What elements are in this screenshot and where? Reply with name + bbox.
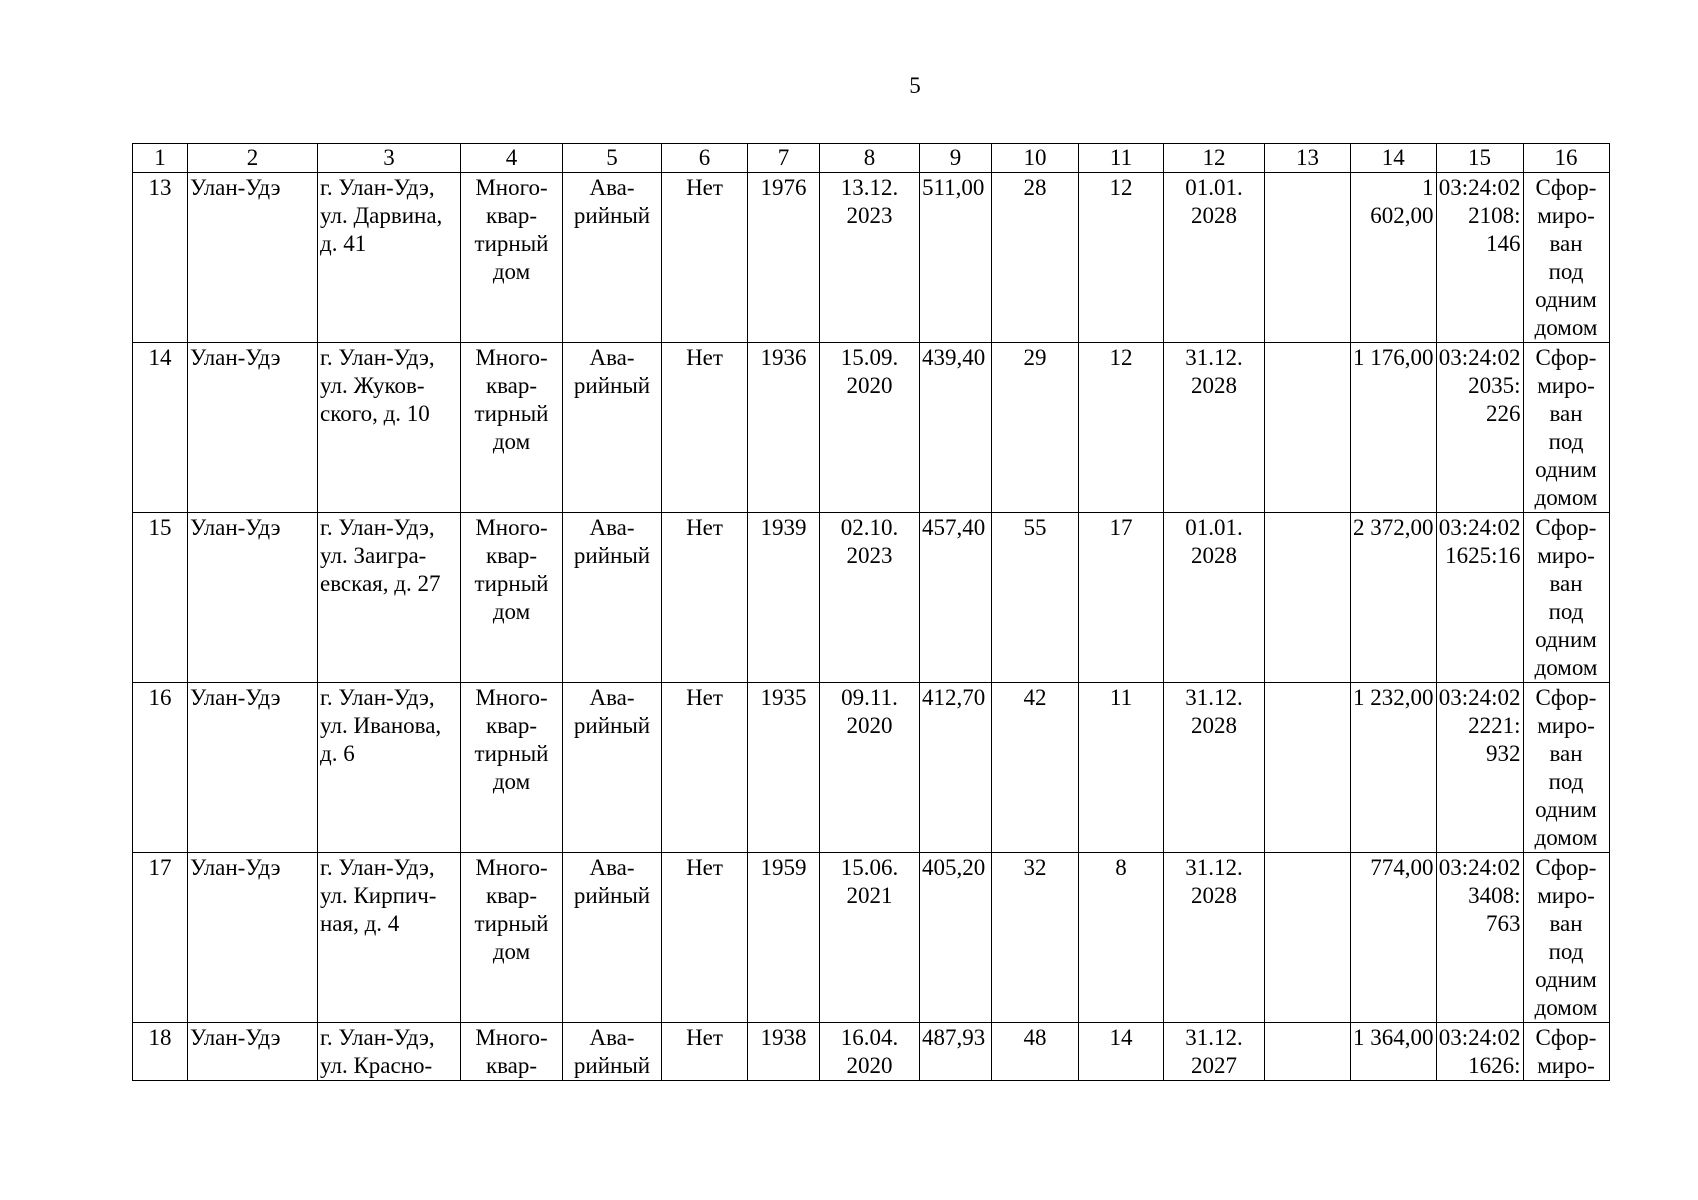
- cell-line: 2028: [1191, 203, 1237, 228]
- cell-line: 13.12.: [840, 175, 899, 200]
- cell-line: ван: [1549, 401, 1583, 426]
- cell-line: Сфор-: [1535, 175, 1597, 200]
- cell-line: г. Улан-Удэ,: [320, 515, 435, 540]
- cell-line: д. 41: [320, 231, 367, 256]
- cell-line: г. Улан-Удэ,: [320, 1025, 435, 1050]
- flag-cell: Нет: [662, 173, 748, 343]
- cell-line: 03:24:02: [1438, 1025, 1521, 1050]
- column-number-13: 13: [1265, 144, 1351, 173]
- premises-cell: 12: [1079, 343, 1164, 513]
- cell-line: под: [1548, 769, 1584, 794]
- cell-line: г. Улан-Удэ,: [320, 175, 435, 200]
- building-type-cell: [461, 173, 563, 343]
- flag-cell: Нет: [662, 513, 748, 683]
- cell-line: квар-: [485, 543, 538, 568]
- cell-line: миро-: [1537, 373, 1595, 398]
- column-number-4: 4: [461, 144, 563, 173]
- cell-line: 31.12.: [1185, 685, 1243, 710]
- cell-line: миро-: [1537, 713, 1595, 738]
- cell-line: миро-: [1537, 543, 1595, 568]
- cell-line: 2027: [1191, 1053, 1237, 1078]
- row-number-cell: 17: [133, 853, 188, 1023]
- cadastral-number-cell: [1436, 683, 1523, 853]
- empty-cell: [1265, 173, 1351, 343]
- municipality-cell: Улан-Удэ: [188, 683, 318, 853]
- building-type-cell: [461, 853, 563, 1023]
- cell-line: домом: [1534, 825, 1598, 850]
- cell-line: рийный: [573, 1053, 651, 1078]
- residents-cell: 29: [992, 343, 1079, 513]
- cell-line: дом: [492, 769, 531, 794]
- cadastral-number-cell: [1436, 853, 1523, 1023]
- residents-cell: 48: [992, 1023, 1079, 1081]
- cell-line: 2035:: [1468, 373, 1521, 398]
- municipality-cell: Улан-Удэ: [188, 173, 318, 343]
- cadastral-number-cell: [1436, 343, 1523, 513]
- cell-line: Ава-: [589, 855, 635, 880]
- housing-table: [132, 143, 1610, 1081]
- land-status-cell: [1523, 173, 1609, 343]
- column-number-10: 10: [992, 144, 1079, 173]
- land-status-cell: [1523, 1023, 1609, 1081]
- cell-line: евская, д. 27: [320, 571, 441, 596]
- cell-line: 2023: [846, 543, 893, 568]
- cell-line: тирный: [474, 231, 549, 256]
- column-number-2: 2: [188, 144, 318, 173]
- building-type-cell: [461, 683, 563, 853]
- cell-line: квар-: [485, 373, 538, 398]
- cell-line: квар-: [485, 203, 538, 228]
- cell-line: 02.10.: [840, 515, 899, 540]
- condition-cell: [563, 173, 662, 343]
- condition-cell: [563, 683, 662, 853]
- cell-line: 226: [1486, 401, 1521, 426]
- cell-line: дом: [492, 429, 531, 454]
- area-cell: 487,93: [920, 1023, 992, 1081]
- condition-cell: [563, 513, 662, 683]
- residents-cell: 28: [992, 173, 1079, 343]
- cell-line: Ава-: [589, 345, 635, 370]
- cadastral-number-cell: [1436, 1023, 1523, 1081]
- cell-line: 15.09.: [840, 345, 899, 370]
- cell-line: 03:24:02: [1438, 175, 1521, 200]
- recognition-date-cell: [820, 513, 920, 683]
- building-type-cell: [461, 513, 563, 683]
- cell-line: 16.04.: [840, 1025, 899, 1050]
- cell-line: Много-: [475, 345, 548, 370]
- cell-line: ван: [1549, 911, 1583, 936]
- cell-line: г. Улан-Удэ,: [320, 855, 435, 880]
- cell-line: Сфор-: [1535, 345, 1597, 370]
- table-body: [133, 144, 1610, 1081]
- cell-line: г. Улан-Удэ,: [320, 345, 435, 370]
- municipality-cell: Улан-Удэ: [188, 513, 318, 683]
- column-number-14: 14: [1351, 144, 1437, 173]
- residents-cell: 55: [992, 513, 1079, 683]
- cell-line: ул. Иванова,: [320, 713, 442, 738]
- premises-cell: 17: [1079, 513, 1164, 683]
- column-number-1: 1: [133, 144, 188, 173]
- cell-line: 03:24:02: [1438, 515, 1521, 540]
- cell-line: ского, д. 10: [320, 401, 430, 426]
- resettlement-date-cell: [1164, 1023, 1265, 1081]
- cell-line: миро-: [1537, 203, 1595, 228]
- cell-line: ул. Дарвина,: [320, 203, 443, 228]
- cell-line: ван: [1549, 741, 1583, 766]
- cell-line: д. 6: [320, 741, 355, 766]
- cell-line: 03:24:02: [1438, 685, 1521, 710]
- year-built-cell: 1935: [748, 683, 820, 853]
- cell-line: миро-: [1537, 883, 1595, 908]
- cell-line: квар-: [485, 713, 538, 738]
- table-row: [133, 1023, 1610, 1081]
- cell-line: г. Улан-Удэ,: [320, 685, 435, 710]
- cell-line: Много-: [475, 175, 548, 200]
- column-number-3: 3: [318, 144, 461, 173]
- cell-line: 1626:: [1468, 1053, 1521, 1078]
- cell-line: 3408:: [1468, 883, 1521, 908]
- column-number-16: 16: [1523, 144, 1609, 173]
- land-status-cell: [1523, 513, 1609, 683]
- cell-line: дом: [492, 599, 531, 624]
- cell-line: ная, д. 4: [320, 911, 400, 936]
- cell-line: одним: [1535, 287, 1597, 312]
- cell-line: 2028: [1191, 543, 1237, 568]
- table-row: [133, 173, 1610, 343]
- cell-line: 2 372,00: [1353, 515, 1434, 540]
- cell-line: одним: [1535, 797, 1597, 822]
- cell-line: тирный: [474, 741, 549, 766]
- cell-line: Сфор-: [1535, 685, 1597, 710]
- recognition-date-cell: [820, 173, 920, 343]
- cell-line: Сфор-: [1535, 1025, 1597, 1050]
- recognition-date-cell: [820, 1023, 920, 1081]
- cell-line: 2021: [846, 883, 893, 908]
- cell-line: ул. Красно-: [320, 1053, 433, 1078]
- cell-line: одним: [1535, 627, 1597, 652]
- building-type-cell: [461, 1023, 563, 1081]
- premises-cell: 11: [1079, 683, 1164, 853]
- row-number-cell: 15: [133, 513, 188, 683]
- column-number-6: 6: [662, 144, 748, 173]
- cell-line: 2020: [846, 373, 893, 398]
- page-number: 5: [909, 73, 921, 98]
- cell-line: домом: [1534, 655, 1598, 680]
- condition-cell: [563, 1023, 662, 1081]
- cell-line: 15.06.: [840, 855, 899, 880]
- column-number-9: 9: [920, 144, 992, 173]
- land-area-cell: [1351, 1023, 1437, 1081]
- address-cell: [318, 683, 461, 853]
- address-cell: [318, 513, 461, 683]
- cell-line: Сфор-: [1535, 515, 1597, 540]
- cell-line: Сфор-: [1535, 855, 1597, 880]
- condition-cell: [563, 853, 662, 1023]
- cell-line: рийный: [573, 883, 651, 908]
- land-status-cell: [1523, 853, 1609, 1023]
- residents-cell: 32: [992, 853, 1079, 1023]
- cell-line: ул. Жуков-: [320, 373, 425, 398]
- empty-cell: [1265, 343, 1351, 513]
- year-built-cell: 1938: [748, 1023, 820, 1081]
- column-number-7: 7: [748, 144, 820, 173]
- cell-line: 2028: [1191, 883, 1237, 908]
- cell-line: 2028: [1191, 713, 1237, 738]
- flag-cell: Нет: [662, 853, 748, 1023]
- cell-line: тирный: [474, 571, 549, 596]
- cell-line: Много-: [475, 515, 548, 540]
- flag-cell: Нет: [662, 683, 748, 853]
- cell-line: 09.11.: [841, 685, 898, 710]
- cell-line: под: [1548, 599, 1584, 624]
- empty-cell: [1265, 683, 1351, 853]
- address-cell: [318, 853, 461, 1023]
- row-number-cell: 16: [133, 683, 188, 853]
- cell-line: квар-: [485, 883, 538, 908]
- municipality-cell: Улан-Удэ: [188, 1023, 318, 1081]
- empty-cell: [1265, 1023, 1351, 1081]
- recognition-date-cell: [820, 343, 920, 513]
- column-number-15: 15: [1436, 144, 1523, 173]
- cell-line: 2221:: [1468, 713, 1521, 738]
- address-cell: [318, 173, 461, 343]
- table-row: [133, 343, 1610, 513]
- cell-line: дом: [492, 939, 531, 964]
- address-cell: [318, 343, 461, 513]
- cell-line: под: [1548, 939, 1584, 964]
- condition-cell: [563, 343, 662, 513]
- cell-line: домом: [1534, 995, 1598, 1020]
- cell-line: 31.12.: [1185, 345, 1243, 370]
- cell-line: 932: [1486, 741, 1521, 766]
- land-area-cell: [1351, 173, 1437, 343]
- land-area-cell: [1351, 513, 1437, 683]
- cell-line: ул. Кирпич-: [320, 883, 437, 908]
- recognition-date-cell: [820, 853, 920, 1023]
- cell-line: 602,00: [1370, 203, 1434, 228]
- flag-cell: Нет: [662, 1023, 748, 1081]
- row-number-cell: 14: [133, 343, 188, 513]
- resettlement-date-cell: [1164, 173, 1265, 343]
- year-built-cell: 1976: [748, 173, 820, 343]
- cadastral-number-cell: [1436, 173, 1523, 343]
- cadastral-number-cell: [1436, 513, 1523, 683]
- land-area-cell: [1351, 853, 1437, 1023]
- land-status-cell: [1523, 343, 1609, 513]
- cell-line: 774,00: [1370, 855, 1434, 880]
- municipality-cell: Улан-Удэ: [188, 853, 318, 1023]
- cell-line: 01.01.: [1185, 515, 1243, 540]
- cell-line: 763: [1486, 911, 1521, 936]
- cell-line: квар-: [485, 1053, 538, 1078]
- cell-line: Много-: [475, 1025, 548, 1050]
- table-row: [133, 683, 1610, 853]
- area-cell: 439,40: [920, 343, 992, 513]
- resettlement-date-cell: [1164, 683, 1265, 853]
- premises-cell: 8: [1079, 853, 1164, 1023]
- cell-line: 2108:: [1468, 203, 1521, 228]
- cell-line: домом: [1534, 315, 1598, 340]
- column-number-5: 5: [563, 144, 662, 173]
- row-number-cell: 18: [133, 1023, 188, 1081]
- cell-line: 146: [1486, 231, 1521, 256]
- cell-line: под: [1548, 429, 1584, 454]
- column-number-8: 8: [820, 144, 920, 173]
- area-cell: 457,40: [920, 513, 992, 683]
- column-number-11: 11: [1079, 144, 1164, 173]
- column-number-12: 12: [1164, 144, 1265, 173]
- cell-line: 2020: [846, 713, 893, 738]
- cell-line: тирный: [474, 401, 549, 426]
- resettlement-date-cell: [1164, 513, 1265, 683]
- cell-line: Много-: [475, 685, 548, 710]
- cell-line: рийный: [573, 203, 651, 228]
- table-row: [133, 513, 1610, 683]
- cell-line: 03:24:02: [1438, 855, 1521, 880]
- municipality-cell: Улан-Удэ: [188, 343, 318, 513]
- cell-line: ван: [1549, 571, 1583, 596]
- land-area-cell: [1351, 343, 1437, 513]
- table-row: [133, 853, 1610, 1023]
- year-built-cell: 1936: [748, 343, 820, 513]
- cell-line: одним: [1535, 457, 1597, 482]
- premises-cell: 14: [1079, 1023, 1164, 1081]
- empty-cell: [1265, 853, 1351, 1023]
- area-cell: 412,70: [920, 683, 992, 853]
- cell-line: 03:24:02: [1438, 345, 1521, 370]
- area-cell: 405,20: [920, 853, 992, 1023]
- cell-line: 01.01.: [1185, 175, 1243, 200]
- cell-line: миро-: [1537, 1053, 1595, 1078]
- cell-line: 31.12.: [1185, 855, 1243, 880]
- cell-line: 31.12.: [1185, 1025, 1243, 1050]
- cell-line: Ава-: [589, 685, 635, 710]
- resettlement-date-cell: [1164, 853, 1265, 1023]
- cell-line: одним: [1535, 967, 1597, 992]
- cell-line: дом: [492, 259, 531, 284]
- area-cell: 511,00: [920, 173, 992, 343]
- cell-line: Ава-: [589, 1025, 635, 1050]
- cell-line: домом: [1534, 485, 1598, 510]
- year-built-cell: 1939: [748, 513, 820, 683]
- cell-line: 1 176,00: [1353, 345, 1434, 370]
- building-type-cell: [461, 343, 563, 513]
- cell-line: 2020: [846, 1053, 893, 1078]
- land-area-cell: [1351, 683, 1437, 853]
- cell-line: 1: [1422, 175, 1434, 200]
- cell-line: ул. Заигра-: [320, 543, 427, 568]
- cell-line: тирный: [474, 911, 549, 936]
- cell-line: рийный: [573, 543, 651, 568]
- cell-line: под: [1548, 259, 1584, 284]
- cell-line: Много-: [475, 855, 548, 880]
- recognition-date-cell: [820, 683, 920, 853]
- cell-line: Ава-: [589, 515, 635, 540]
- row-number-cell: 13: [133, 173, 188, 343]
- cell-line: 2028: [1191, 373, 1237, 398]
- cell-line: 1 232,00: [1353, 685, 1434, 710]
- flag-cell: Нет: [662, 343, 748, 513]
- address-cell: [318, 1023, 461, 1081]
- residents-cell: 42: [992, 683, 1079, 853]
- column-number-row: [133, 144, 1610, 173]
- cell-line: Ава-: [589, 175, 635, 200]
- year-built-cell: 1959: [748, 853, 820, 1023]
- resettlement-date-cell: [1164, 343, 1265, 513]
- cell-line: ван: [1549, 231, 1583, 256]
- cell-line: 2023: [846, 203, 893, 228]
- cell-line: 1 364,00: [1353, 1025, 1434, 1050]
- cell-line: рийный: [573, 373, 651, 398]
- cell-line: рийный: [573, 713, 651, 738]
- land-status-cell: [1523, 683, 1609, 853]
- cell-line: 1625:16: [1445, 543, 1521, 568]
- empty-cell: [1265, 513, 1351, 683]
- premises-cell: 12: [1079, 173, 1164, 343]
